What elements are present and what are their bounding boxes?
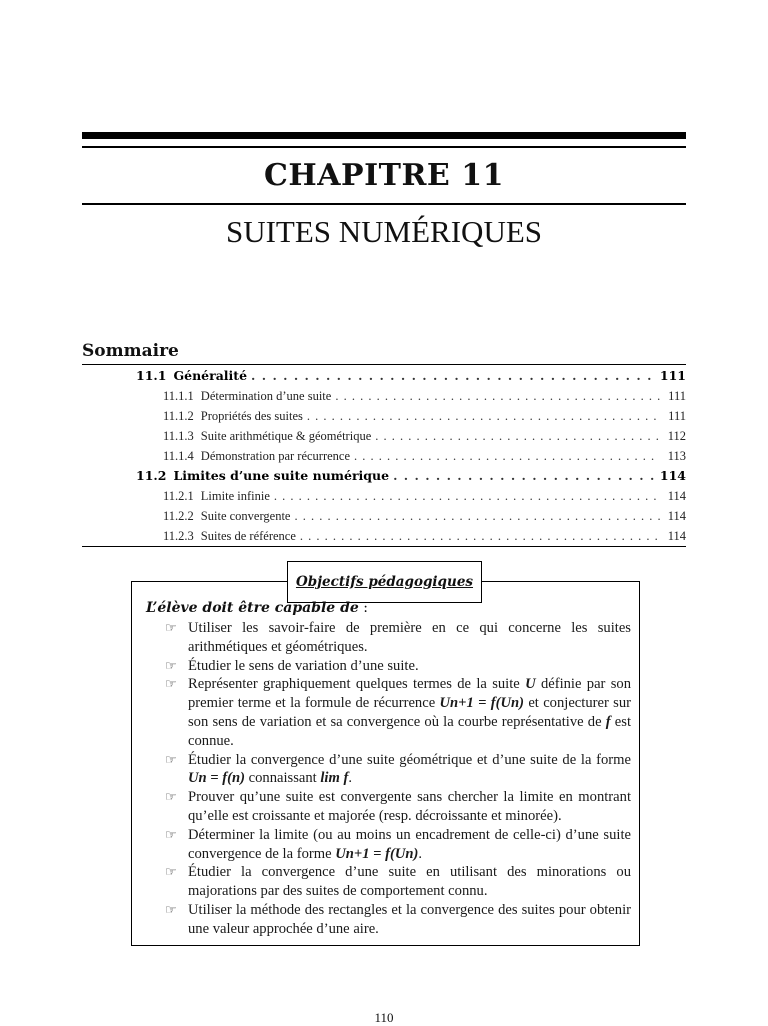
objective-text: Étudier la convergence d’une suite géométrique et d’une suite de la forme [188,751,631,768]
pointing-hand-icon: ☞ [165,789,177,805]
toc-entry-title: Suites de référence [200,529,296,543]
toc-entry-page: 111 [668,389,686,403]
objective-text: Prouver qu’une suite est convergente sans chercher la limite en montrant qu’elle est croissante et majorée (resp. décroissante et minorée). [188,789,631,824]
toc-entry-title: Limite infinie [200,489,270,503]
toc-bottom-rule [82,546,686,547]
objective-text: et conjecturer sur son sens de variation et sa convergence où la courbe représentative de [188,695,631,730]
toc-entry-title: Propriétés des suites [200,409,303,423]
toc-entry-title: Généralité [173,368,248,383]
toc-entry-title: Suite arithmétique & géométrique [200,429,372,443]
toc-leader-dots [335,388,660,404]
toc-entry-section[interactable] [136,368,686,384]
toc-leader-dots [294,508,660,524]
pointing-hand-icon: ☞ [165,864,177,880]
toc-leader-dots [375,428,660,444]
toc-entry-subsection[interactable] [163,408,686,424]
objectives-title: Objectifs pédagogiques [295,574,474,590]
toc-entry-page: 114 [667,529,686,543]
toc-entry-page: 111 [659,368,686,383]
toc-leader-dots [274,488,660,504]
chapter-title-rule [82,203,686,205]
toc-entry-title: Démonstration par récurrence [200,449,351,463]
chapter-title: SUITES NUMÉRIQUES [225,214,543,249]
toc-entry-page: 111 [668,409,686,423]
pointing-hand-icon: ☞ [165,620,177,635]
objective-text: connaissant [244,770,321,787]
objectives-title-box [287,561,482,603]
objectives-intro-colon: : [358,600,368,616]
objective-text: . [418,845,422,862]
toc-leader-dots [393,468,656,484]
toc-entry-page: 112 [667,429,686,443]
objective-item [165,863,631,901]
math-limit-f: lim f [320,770,349,787]
toc-entry-number: 11.2.2 [163,509,194,523]
toc-entry-page: 113 [667,449,686,463]
math-function-f: f [605,713,611,730]
objective-item [165,751,631,789]
toc-leader-dots [307,408,660,424]
objective-text: . [348,770,352,787]
objective-item [165,826,631,864]
toc-entry-page: 114 [667,509,686,523]
pointing-hand-icon: ☞ [165,901,177,917]
toc-entry-title: Détermination d’une suite [200,389,332,403]
toc-entry-number: 11.1.4 [163,449,194,463]
toc-entry-number: 11.1.3 [163,429,194,443]
objective-text: Étudier le sens de variation d’une suite. [188,657,419,674]
toc-entry-number: 11.1 [136,368,167,383]
toc-entry-page: 114 [667,489,686,503]
pointing-hand-icon: ☞ [165,751,177,767]
objective-text: Étudier la convergence d’une suite en utilisant des minorations ou majorations par des suites de comportement connu. [188,864,631,900]
toc-entry-subsection[interactable] [163,508,686,524]
toc-entry-subsection[interactable] [163,528,686,544]
objective-text: est connue. [188,713,631,749]
toc-entry-subsection[interactable] [163,388,686,404]
toc-heading: Sommaire [82,341,179,361]
objective-text: Représenter graphiquement quelques termes de la suite [188,676,526,693]
toc-entry-number: 11.1.1 [163,389,194,403]
objectives-list [165,619,631,939]
objectives-intro [146,600,368,616]
objective-item [165,619,631,657]
toc-entry-number: 11.2.3 [163,529,194,543]
toc-entry-number: 11.2 [136,468,167,483]
toc-entry-title: Limites d’une suite numérique [173,468,390,483]
header-rule-thin [82,146,686,148]
math-recurrence-formula: Un+1 = f(Un) [335,845,419,862]
toc-top-rule [82,364,686,365]
math-recurrence-formula: Un+1 = f(Un) [439,695,524,712]
toc-entry-section[interactable] [136,468,686,484]
toc-entry-number: 11.1.2 [163,409,194,423]
objective-text: Utiliser les savoir-faire de première en ce qui concerne les suites arithmétiques et géométriques. [188,620,631,655]
toc-leader-dots [354,448,660,464]
objective-item [165,901,631,939]
objective-text: Utiliser la méthode des rectangles et la convergence des suites pour obtenir une valeur approchée d’une aire. [188,901,631,937]
header-rule-thick [82,132,686,139]
objective-item [165,675,631,750]
chapter-label: CHAPITRE 11 [264,158,504,193]
toc-entry-subsection[interactable] [163,448,686,464]
objective-text: définie par son premier terme et la formule de récurrence [188,676,631,712]
page-number: 110 [374,1010,394,1025]
toc-entry-title: Suite convergente [200,509,291,523]
toc-leader-dots [300,528,660,544]
toc-entry-subsection[interactable] [163,488,686,504]
objective-item [165,788,631,826]
math-sequence-u: U [525,676,536,693]
objective-item [165,657,631,676]
toc-entry-number: 11.2.1 [163,489,194,503]
objectives-intro-text: L’élève doit être capable de [146,600,359,616]
toc-leader-dots [251,368,656,384]
objective-text: Déterminer la limite (ou au moins un encadrement de celle-ci) d’une suite convergence de la forme [188,826,631,862]
toc-entry-page: 114 [659,468,686,483]
math-explicit-formula: Un = f(n) [188,770,245,787]
pointing-hand-icon: ☞ [165,826,177,842]
toc-entry-subsection[interactable] [163,428,686,444]
pointing-hand-icon: ☞ [165,676,177,692]
pointing-hand-icon: ☞ [165,657,177,673]
